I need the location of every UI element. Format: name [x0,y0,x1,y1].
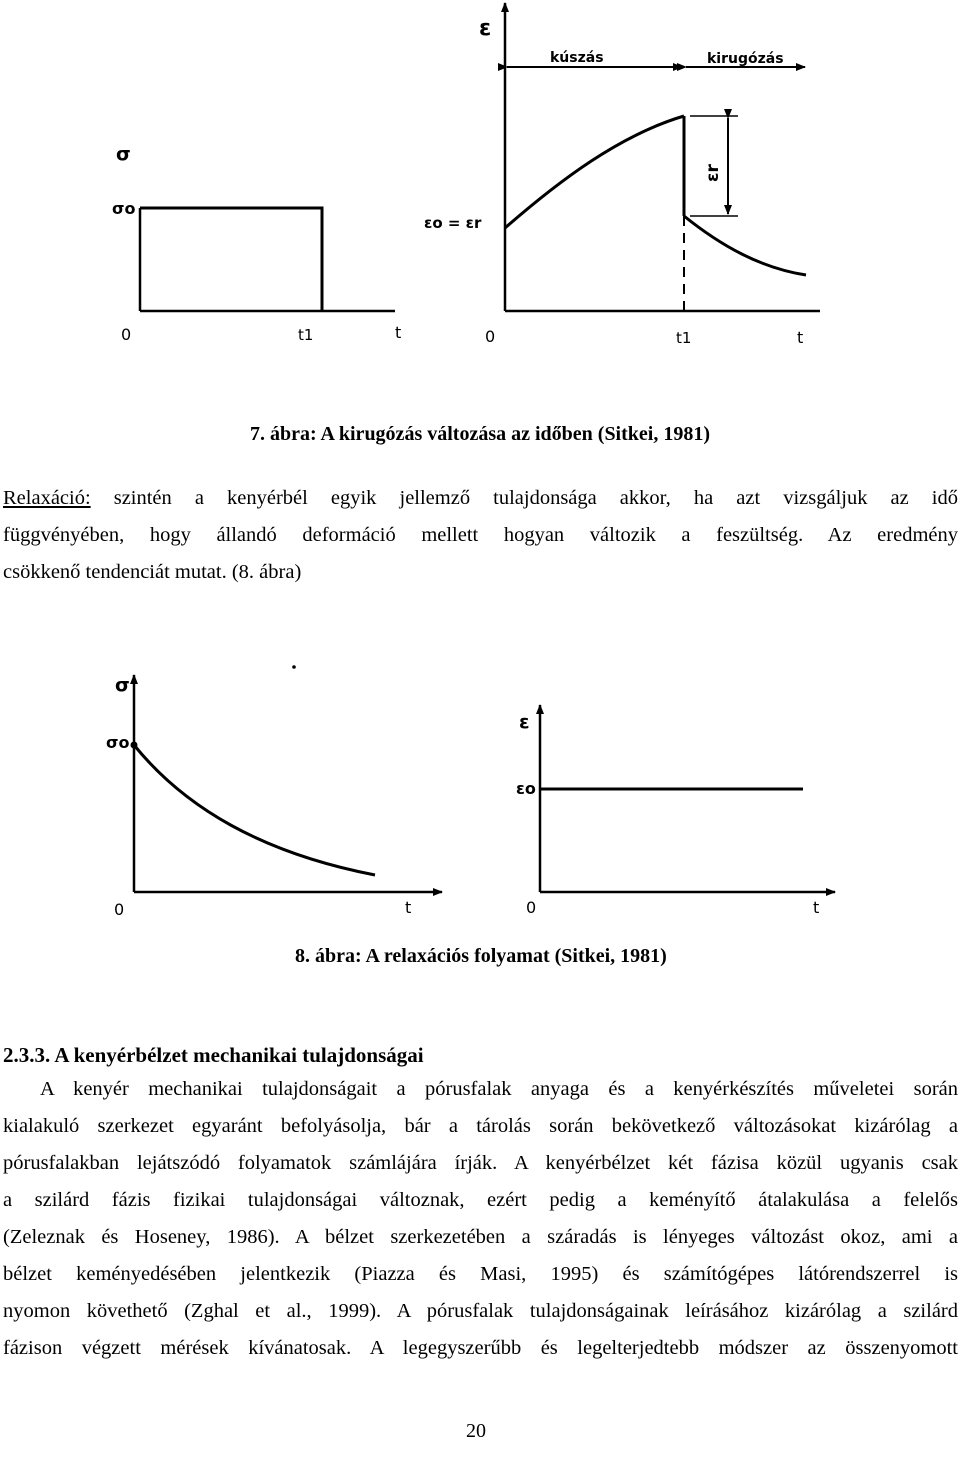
fig7-eo-eq-label: εo = εr [424,214,482,232]
fig7-creep-label: kúszás [550,50,604,66]
fig7-left-origin: 0 [121,325,132,344]
fig7-recovery-curve [684,216,806,275]
fig8-relaxation-curve [134,745,375,875]
fig7-left-t1: t1 [298,326,314,344]
fig8-left-y-label: σ [115,674,130,696]
fig8-left-y-value: σo [106,733,130,752]
section-line-1: A kenyér mechanikai tulajdonságait a pórusfalak anyaga és a kenyérkészítés műveletei során [40,1078,958,1100]
fig7-right-t: t [797,328,804,347]
fig7-left-plot [112,143,401,344]
fig7-er-label: εr [703,164,723,182]
fig7-right-t1: t1 [676,329,692,347]
fig7-creep-curve [505,116,684,228]
fig7-springback-label: kirugózás [707,51,784,67]
fig7-left-step-curve [140,208,322,311]
section-line-2: kialakuló szerkezet egyaránt befolyásolja, bár a tárolás során bekövetkező változásokat kizárólag a [3,1115,958,1137]
section-line-8: fázison végzett mérések kívánatosak. A legegyszerűbb és legelterjedtebb módszer az összenyomott [3,1337,958,1359]
section-heading: 2.3.3. A kenyérbélzet mechanikai tulajdonságai [3,1043,424,1067]
para1-line-3: csökkenő tendenciát mutat. (8. ábra) [3,561,302,583]
fig8-right-t: t [813,898,820,917]
fig8-left-plot [106,674,442,919]
fig7-left-y-value: σo [112,199,136,218]
fig8-right-origin: 0 [526,898,537,917]
para1-line-1-text: szintén a kenyérbél egyik jellemző tulajdonsága akkor, ha azt vizsgáljuk az idő [113,487,958,509]
section-line-4: a szilárd fázis fizikai tulajdonságai változnak, ezért pedig a keményítő átalakulása a felelős [3,1189,958,1211]
section-line-7: nyomon követhető (Zghal et al., 1999). A pórusfalak tulajdonságainak leírásához kizárólag a szilárd [3,1300,958,1322]
fig7-caption: 7. ábra: A kirugózás változása az időben (Sitkei, 1981) [249,423,710,445]
fig8-left-t: t [405,898,412,917]
fig7-right-plot [424,3,820,347]
para1-line-2: függvényében, hogy állandó deformáció mellett hogyan változik a feszültség. Az eredmény [3,524,958,546]
fig8-caption: 8. ábra: A relaxációs folyamat (Sitkei, 1981) [295,945,667,967]
stray-dot [292,665,296,669]
section-line-3: pórusfalakban lejátszódó folyamatok számlájára írják. A kenyérbélzet két fázisa közül ugyanis csak [3,1152,958,1174]
page-number: 20 [466,1420,486,1442]
fig7-left-y-label: σ [116,143,131,165]
fig8-right-plot [516,705,835,917]
fig8-left-origin: 0 [114,900,125,919]
relaxation-paragraph [3,480,958,591]
section-line-6: bélzet keményedésében jelentkezik (Piazza és Masi, 1995) és számítógépes látórendszerrel is [3,1263,958,1285]
figure-8 [0,655,960,925]
section-line-5: (Zeleznak és Hoseney, 1986). A bélzet szerkezetében a száradás is lényeges változást okoz, ami a [3,1226,958,1248]
fig7-right-y-label: ε [479,16,492,41]
fig8-right-y-label: ε [519,711,530,733]
fig7-right-origin: 0 [485,327,496,346]
para1-line-1 [3,480,958,517]
figure-7 [0,0,960,400]
section-paragraph [3,1071,958,1367]
fig8-right-y-value: εo [516,779,536,798]
relaxation-term: Relaxáció: [3,487,91,509]
fig7-left-t: t [395,323,402,342]
